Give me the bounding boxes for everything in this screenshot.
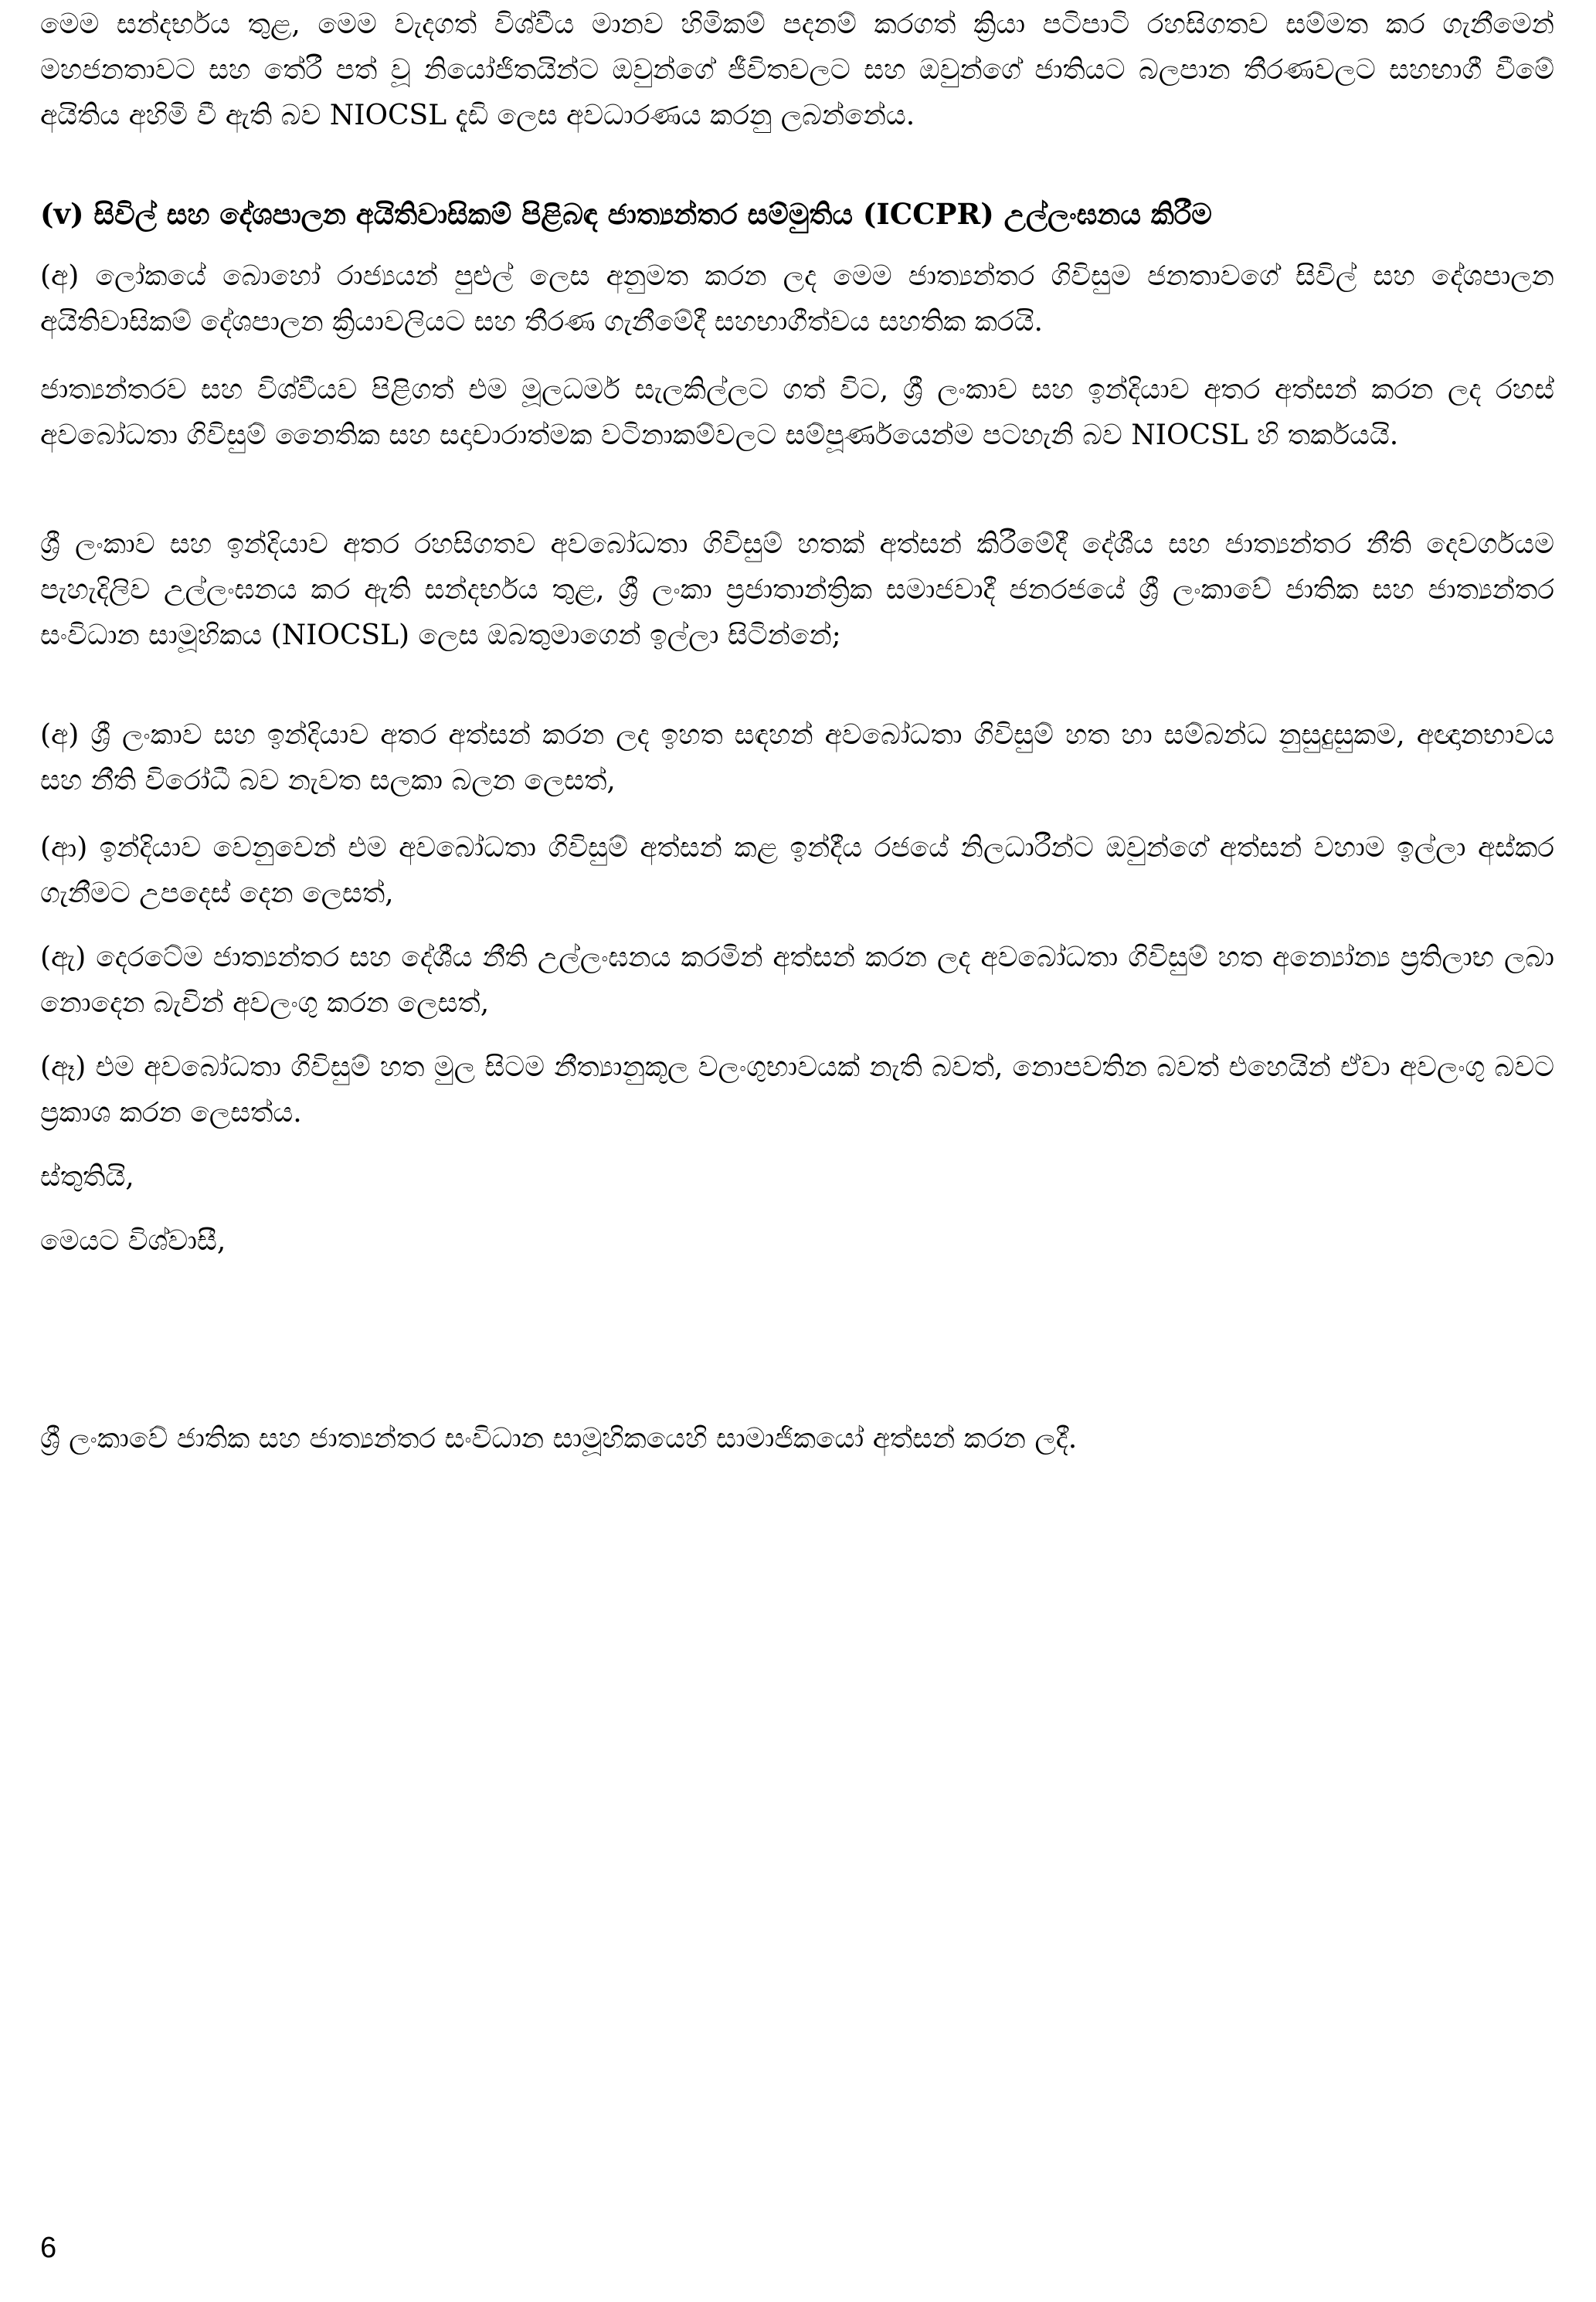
document-page	[40, 0, 1554, 2302]
request-item-a: (අ) ශ්‍රී ලංකාව සහ ඉන්දියාව අතර අත්සන් කරන ලද ඉහත සඳහන් අවබෝධතා ගිවිසුම් හත හා සම්බන්ධ නුසුදුසුකම, අඥානභාවය සහ නීති විරෝධී බව නැවත සලකා බලන ලෙසත්,	[40, 719, 1554, 796]
signatories-line: ශ්‍රී ලංකාවේ ජාතික සහ ජාත්‍යන්තර සංවිධාන සාමූහිකයෙහි සාමාජිකයෝ අත්සන් කරන ලදී.	[40, 1423, 1078, 1455]
request-item-aa: (ආ) ඉන්දියාව වෙනුවෙන් එම අවබෝධතා ගිවිසුම් අත්සන් කළ ඉන්දීය රජයේ නිලධාරීන්ට ඔවුන්ගේ අත්සන් වහාම ඉල්ලා අස්කර ගැනීමට උපදෙස් දෙන ලෙසත්,	[40, 832, 1554, 909]
intro-paragraph: මෙම සන්දර්භය තුළ, මෙම වැදගත් විශ්වීය මානව හිමිකම් පදනම් කරගත් ක්‍රියා පටිපාටි රහසිගතව සම්මත කර ගැනීමෙන් මහජනතාවට සහ තේරී පත් වූ නියෝජිතයින්ට ඔවුන්ගේ ජීවිතවලට සහ ඔවුන්ගේ ජාතියට බලපාන තීරණවලට සහභාගී වීමේ අයිතිය අහිමි වී ඇති බව NIOCSL දැඩි ලෙස අවධාරණය කරනු ලබන්නේය.	[40, 8, 1554, 131]
section-heading-iccpr: (v) සිවිල් සහ දේශපාලන අයිතිවාසිකම් පිළිබඳ ජාත්‍යන්තර සම්මුතිය (ICCPR) උල්ලංඝනය කිරීම	[40, 197, 1212, 231]
closing-sincerely: මෙයට විශ්වාසී,	[40, 1225, 226, 1257]
principles-paragraph: ජාත්‍යන්තරව සහ විශ්වීයව පිළිගත් එම මූලධර්ම සැලකිල්ලට ගත් විට, ශ්‍රී ලංකාව සහ ඉන්දියාව අතර අත්සන් කරන ලද රහස් අවබෝධතා ගිවිසුම් නෛතික සහ සදාචාරාත්මක වටිනාකම්වලට සම්පූර්ණයෙන්ම පටහැනි බව NIOCSL හි තර්කයයි.	[40, 374, 1554, 451]
page-number: 6	[40, 2232, 57, 2264]
closing-thanks: ස්තුතියි,	[40, 1161, 134, 1193]
iccpr-paragraph: (අ) ලෝකයේ බොහෝ රාජ්‍යයන් පුළුල් ලෙස අනුමත කරන ලද මෙම ජාත්‍යන්තර ගිවිසුම ජනතාවගේ සිවිල් සහ දේශපාලන අයිතිවාසිකම් දේශපාලන ක්‍රියාවලියට සහ තීරණ ගැනීමේදී සහභාගීත්වය සහතික කරයි.	[40, 260, 1554, 338]
request-item-aee: (ඈ) එම අවබෝධතා ගිවිසුම් හත මුල සිටම නීත්‍යානුකූල වලංගුභාවයක් නැති බවත්, නොපවතින බවත් එහෙයින් ඒවා අවලංගු බවට ප්‍රකාශ කරන ලෙසත්ය.	[40, 1051, 1554, 1129]
request-item-ae: (ඇ) දෙරටේම ජාත්‍යන්තර සහ දේශීය නීති උල්ලංඝනය කරමින් අත්සන් කරන ලද අවබෝධතා ගිවිසුම් හත අන්‍යෝන්‍ය ප්‍රතිලාභ ලබා නොදෙන බැවින් අවලංගු කරන ලෙසත්,	[40, 942, 1554, 1019]
request-paragraph: ශ්‍රී ලංකාව සහ ඉන්දියාව අතර රහසිගතව අවබෝධතා ගිවිසුම් හතක් අත්සන් කිරීමේදී දේශීය සහ ජාත්‍යන්තර නීති දෙවර්ගයම පැහැදිලිව උල්ලංඝනය කර ඇති සන්දර්භය තුළ, ශ්‍රී ලංකා ප්‍රජාතාන්ත්‍රික සමාජවාදී ජනරජයේ ශ්‍රී ලංකාවේ ජාතික සහ ජාත්‍යන්තර සංවිධාන සාමූහිකය (NIOCSL) ලෙස ඔබතුමාගෙන් ඉල්ලා සිටින්නේ;	[40, 528, 1554, 651]
